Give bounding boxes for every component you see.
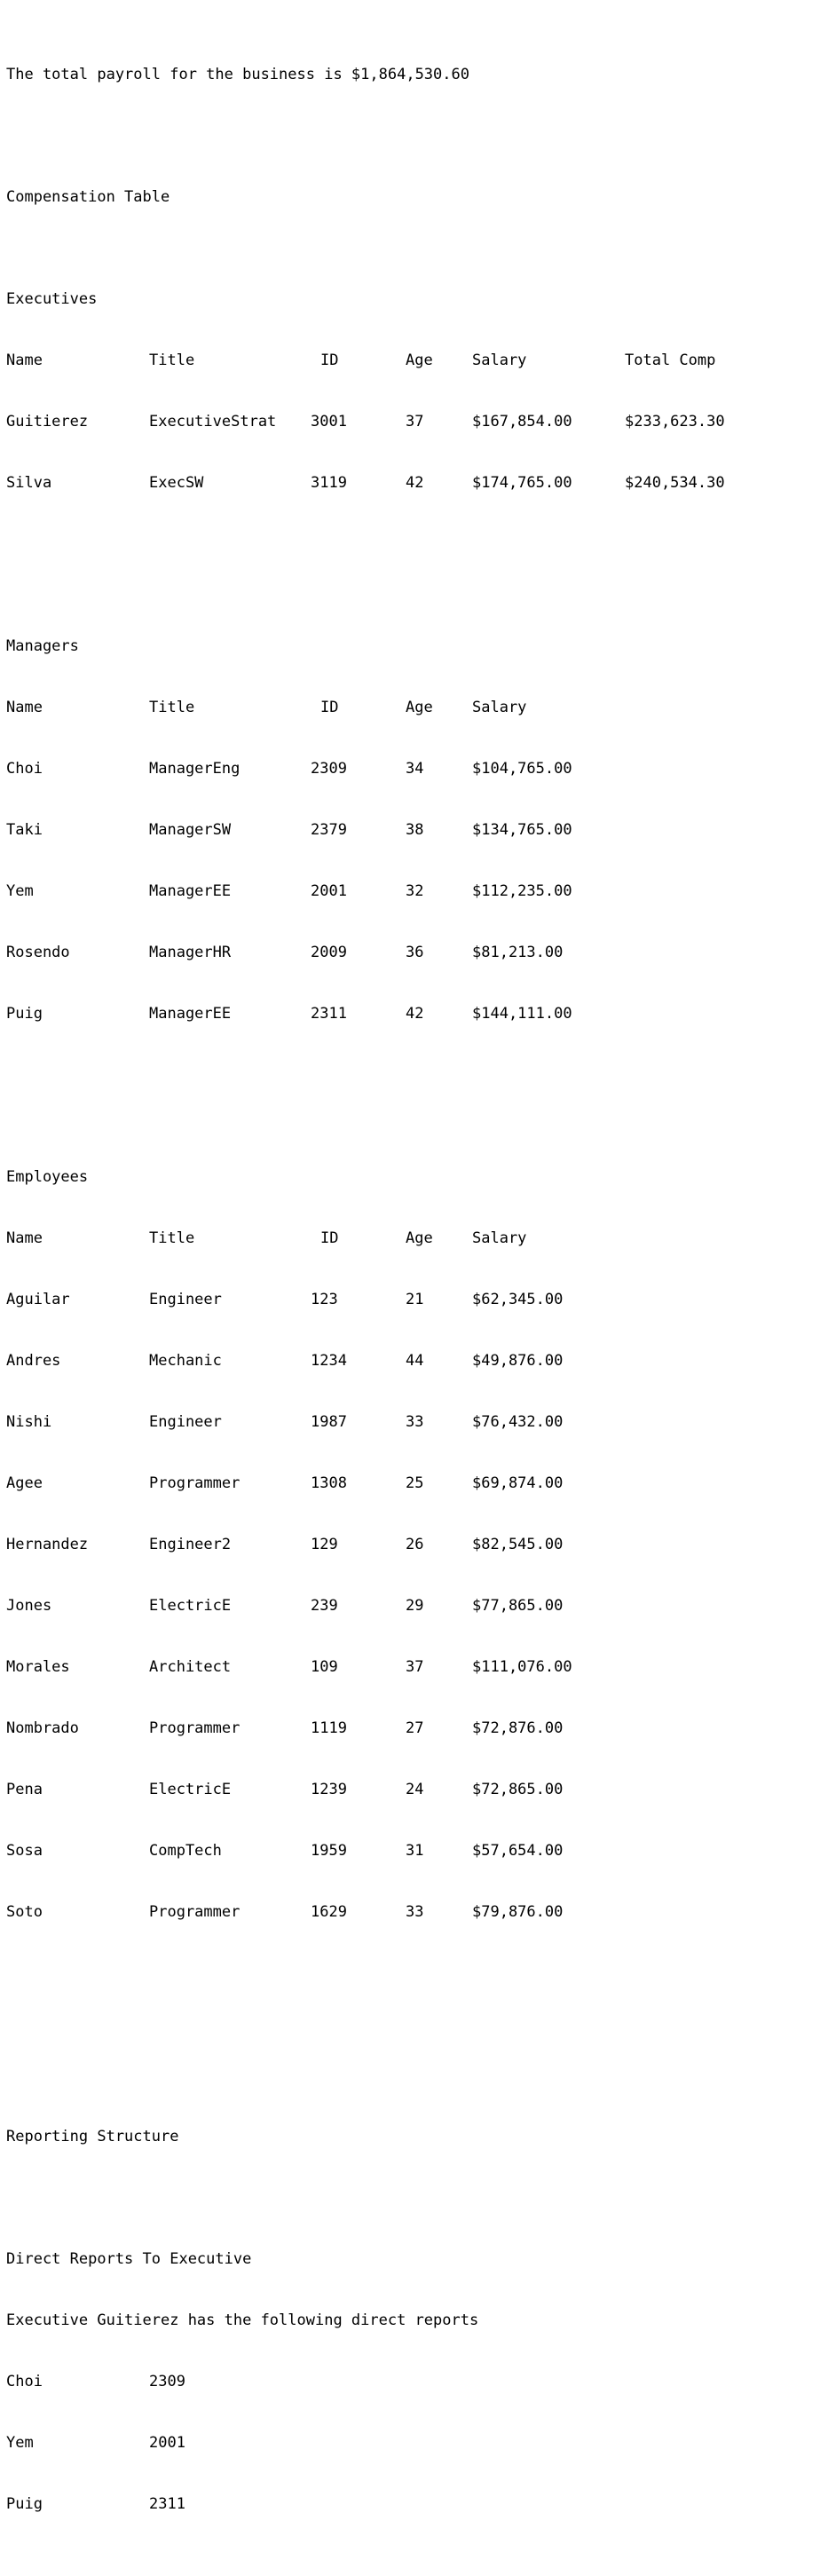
manager-row <box>6 881 828 902</box>
column-header-total-comp: Total Comp <box>625 352 716 369</box>
column-header-id: ID <box>320 352 339 369</box>
blank-line <box>6 126 828 146</box>
employee-id: 239 <box>311 1597 338 1615</box>
employee-salary: $79,876.00 <box>472 1903 564 1921</box>
executive-salary: $167,854.00 <box>472 413 572 431</box>
manager-title: ManagerEng <box>149 760 241 778</box>
employee-id: 1308 <box>311 1474 347 1492</box>
employee-salary: $62,345.00 <box>472 1291 564 1308</box>
employee-salary: $76,432.00 <box>472 1413 564 1431</box>
managers-header-row <box>6 698 828 718</box>
direct-report-row <box>6 2494 828 2515</box>
employee-salary: $72,876.00 <box>472 1719 564 1737</box>
direct-report-id: 2001 <box>149 2434 185 2452</box>
employee-title: Programmer <box>149 1903 241 1921</box>
console-output <box>6 4 828 2556</box>
manager-row <box>6 759 828 779</box>
column-header-name: Name <box>6 699 43 716</box>
direct-report-row <box>6 2433 828 2454</box>
employee-id: 1119 <box>311 1719 347 1737</box>
employee-name: Agee <box>6 1474 43 1492</box>
column-header-id: ID <box>320 1229 339 1247</box>
employee-name: Sosa <box>6 1842 43 1860</box>
manager-title: ManagerEE <box>149 882 232 900</box>
manager-salary: $144,111.00 <box>472 1005 572 1023</box>
employee-row <box>6 1780 828 1800</box>
column-header-age: Age <box>406 699 433 716</box>
blank-line <box>6 1065 828 1086</box>
employee-row <box>6 1841 828 1861</box>
executive-total-comp: $233,623.30 <box>625 413 725 431</box>
column-header-salary: Salary <box>472 1229 527 1247</box>
manager-salary: $134,765.00 <box>472 821 572 839</box>
manager-id: 2309 <box>311 760 347 778</box>
employee-age: 24 <box>406 1781 424 1798</box>
manager-id: 2379 <box>311 821 347 839</box>
executive-total-comp: $240,534.30 <box>625 474 725 492</box>
employee-row <box>6 1902 828 1923</box>
manager-id: 2009 <box>311 944 347 961</box>
employee-id: 1959 <box>311 1842 347 1860</box>
manager-age: 42 <box>406 1005 424 1023</box>
employee-row <box>6 1290 828 1310</box>
employee-title: Engineer <box>149 1291 222 1308</box>
column-header-age: Age <box>406 1229 433 1247</box>
manager-row <box>6 1004 828 1024</box>
direct-report-row <box>6 2372 828 2392</box>
column-header-age: Age <box>406 352 433 369</box>
manager-name: Puig <box>6 1005 43 1023</box>
employee-age: 25 <box>406 1474 424 1492</box>
employee-title: Programmer <box>149 1474 241 1492</box>
employee-salary: $82,545.00 <box>472 1536 564 1553</box>
employee-id: 1629 <box>311 1903 347 1921</box>
employee-row <box>6 1535 828 1555</box>
manager-salary: $81,213.00 <box>472 944 564 961</box>
employee-age: 21 <box>406 1291 424 1308</box>
employee-age: 31 <box>406 1842 424 1860</box>
employee-name: Pena <box>6 1781 43 1798</box>
manager-id: 2001 <box>311 882 347 900</box>
executive-salary: $174,765.00 <box>472 474 572 492</box>
employee-salary: $49,876.00 <box>472 1352 564 1370</box>
executive-age: 37 <box>406 413 424 431</box>
manager-age: 38 <box>406 821 424 839</box>
manager-title: ManagerEE <box>149 1005 232 1023</box>
employee-salary: $72,865.00 <box>472 1781 564 1798</box>
employee-row <box>6 1657 828 1678</box>
manager-age: 36 <box>406 944 424 961</box>
manager-title: ManagerSW <box>149 821 232 839</box>
employee-name: Soto <box>6 1903 43 1921</box>
employee-salary: $69,874.00 <box>472 1474 564 1492</box>
employee-row <box>6 1412 828 1433</box>
direct-report-name: Yem <box>6 2434 34 2452</box>
employee-title: ElectricE <box>149 1597 232 1615</box>
compensation-table-title: Compensation Table <box>6 188 170 206</box>
payroll-total-line: The total payroll for the business is $1,864,530.60 <box>6 66 469 83</box>
direct-report-name: Puig <box>6 2495 43 2513</box>
manager-name: Rosendo <box>6 944 70 961</box>
employee-name: Andres <box>6 1352 61 1370</box>
employee-age: 26 <box>406 1536 424 1553</box>
employee-age: 37 <box>406 1658 424 1676</box>
manager-salary: $104,765.00 <box>472 760 572 778</box>
manager-title: ManagerHR <box>149 944 232 961</box>
employee-age: 27 <box>406 1719 424 1737</box>
employee-salary: $77,865.00 <box>472 1597 564 1615</box>
manager-name: Yem <box>6 882 34 900</box>
direct-report-id: 2309 <box>149 2373 185 2390</box>
employee-salary: $57,654.00 <box>472 1842 564 1860</box>
column-header-title: Title <box>149 699 195 716</box>
reporting-structure-title: Reporting Structure <box>6 2128 179 2145</box>
employee-row <box>6 1351 828 1371</box>
employee-name: Morales <box>6 1658 70 1676</box>
employee-title: Engineer2 <box>149 1536 232 1553</box>
executive-name: Silva <box>6 474 52 492</box>
column-header-title: Title <box>149 352 195 369</box>
manager-age: 32 <box>406 882 424 900</box>
employee-id: 1234 <box>311 1352 347 1370</box>
employee-id: 109 <box>311 1658 338 1676</box>
employee-id: 129 <box>311 1536 338 1553</box>
employee-title: Engineer <box>149 1413 222 1431</box>
blank-line <box>6 534 828 555</box>
employee-title: Mechanic <box>149 1352 222 1370</box>
manager-salary: $112,235.00 <box>472 882 572 900</box>
blank-line <box>6 2188 828 2209</box>
blank-line <box>6 1964 828 1984</box>
employee-row <box>6 1474 828 1494</box>
manager-row <box>6 820 828 841</box>
employee-title: CompTech <box>149 1842 222 1860</box>
employee-age: 33 <box>406 1903 424 1921</box>
executive-age: 42 <box>406 474 424 492</box>
employee-title: Programmer <box>149 1719 241 1737</box>
executive-id: 3119 <box>311 474 347 492</box>
employee-name: Hernandez <box>6 1536 89 1553</box>
executive-name: Guitierez <box>6 413 89 431</box>
employee-id: 123 <box>311 1291 338 1308</box>
employee-age: 33 <box>406 1413 424 1431</box>
employee-age: 44 <box>406 1352 424 1370</box>
column-header-id: ID <box>320 699 339 716</box>
column-header-salary: Salary <box>472 699 527 716</box>
direct-report-id: 2311 <box>149 2495 185 2513</box>
direct-report-name: Choi <box>6 2373 43 2390</box>
manager-name: Taki <box>6 821 43 839</box>
direct-reports-heading: Direct Reports To Executive <box>6 2250 252 2268</box>
employee-id: 1239 <box>311 1781 347 1798</box>
employee-name: Aguilar <box>6 1291 70 1308</box>
employee-name: Jones <box>6 1597 52 1615</box>
executive-direct-reports-line: Executive Guitierez has the following direct reports <box>6 2311 479 2329</box>
column-header-salary: Salary <box>472 352 527 369</box>
employee-name: Nishi <box>6 1413 52 1431</box>
blank-line <box>6 2025 828 2045</box>
employees-heading: Employees <box>6 1168 89 1186</box>
executives-heading: Executives <box>6 290 98 308</box>
employee-id: 1987 <box>311 1413 347 1431</box>
column-header-name: Name <box>6 352 43 369</box>
employee-row <box>6 1596 828 1616</box>
employee-title: ElectricE <box>149 1781 232 1798</box>
employee-row <box>6 1719 828 1739</box>
column-header-name: Name <box>6 1229 43 1247</box>
executive-title: ExecSW <box>149 474 204 492</box>
manager-row <box>6 943 828 963</box>
executive-row <box>6 412 828 432</box>
manager-age: 34 <box>406 760 424 778</box>
manager-name: Choi <box>6 760 43 778</box>
executive-title: ExecutiveStrat <box>149 413 277 431</box>
executive-row <box>6 473 828 494</box>
employee-age: 29 <box>406 1597 424 1615</box>
employees-header-row <box>6 1229 828 1249</box>
executive-id: 3001 <box>311 413 347 431</box>
employee-title: Architect <box>149 1658 232 1676</box>
managers-heading: Managers <box>6 637 79 655</box>
employee-name: Nombrado <box>6 1719 79 1737</box>
manager-id: 2311 <box>311 1005 347 1023</box>
column-header-title: Title <box>149 1229 195 1247</box>
executives-header-row <box>6 351 828 371</box>
employee-salary: $111,076.00 <box>472 1658 572 1676</box>
